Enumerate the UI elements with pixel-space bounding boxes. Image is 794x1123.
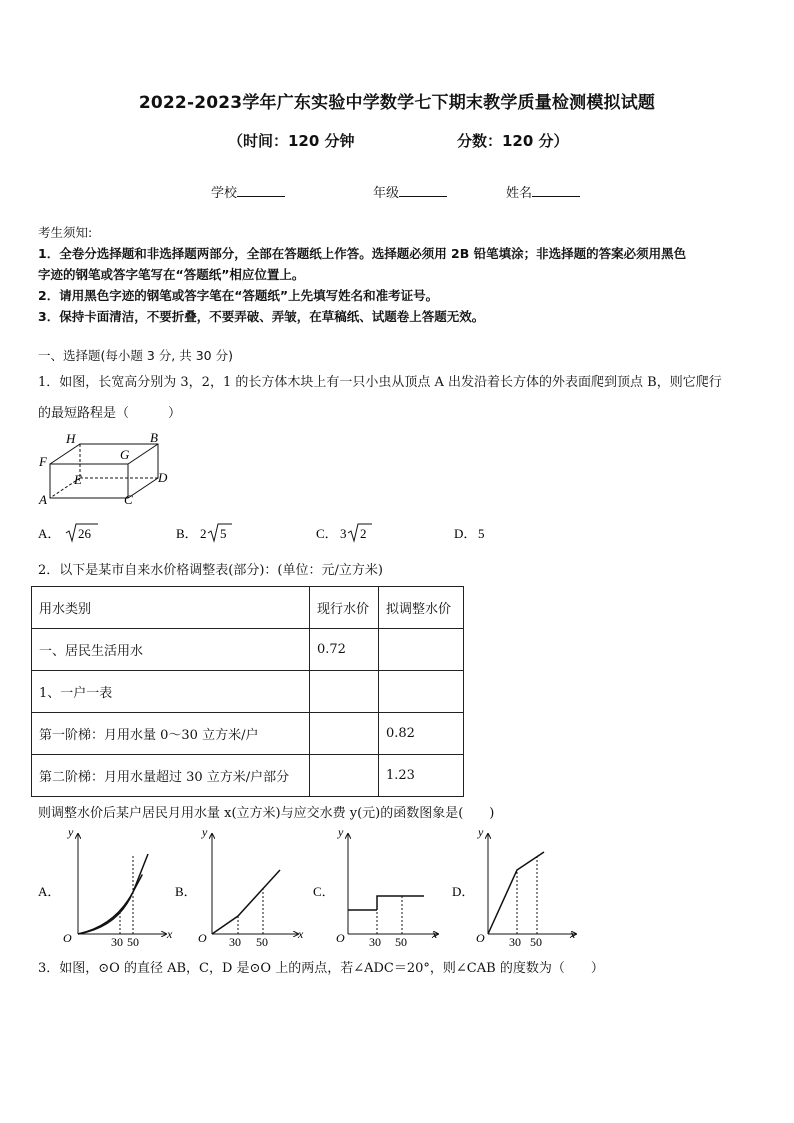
water-price-table — [31, 586, 464, 797]
graph-b[interactable] — [175, 826, 304, 949]
school-label: 学校 — [211, 186, 238, 201]
q1-options — [36, 520, 596, 546]
option-d-letter[interactable]: D． — [454, 526, 477, 541]
cuboid-figure — [36, 428, 176, 510]
table-cell: 1、一户一表 — [32, 671, 310, 713]
table-cell: 一、居民生活用水 — [32, 629, 310, 671]
table-cell: 0.72 — [310, 629, 379, 671]
label-E: E — [74, 472, 82, 487]
option-a-radicand: 26 — [78, 526, 91, 541]
grade-blank[interactable] — [399, 184, 447, 197]
school-field — [211, 182, 285, 201]
x-axis-label: x — [432, 927, 438, 941]
table-cell: 1.23 — [379, 755, 464, 797]
table-cell — [310, 755, 379, 797]
table-cell: 第二阶梯：月用水量超过 30 立方米/户部分 — [32, 755, 310, 797]
tick-30: 30 — [369, 935, 381, 949]
option-b-radicand: 5 — [220, 526, 227, 541]
table-cell — [310, 713, 379, 755]
table-cell — [379, 629, 464, 671]
notice-item-2: 2．请用黑色字迹的钢笔或答字笔在“答题纸”上先填写姓名和准考证号。 — [38, 288, 439, 303]
origin-label: O — [336, 931, 345, 945]
table-cell — [379, 671, 464, 713]
option-c-radicand: 2 — [360, 526, 367, 541]
graph-a-letter: A． — [38, 884, 61, 899]
q1-text-line1: 1．如图，长宽高分别为 3，2，1 的长方体木块上有一只小虫从顶点 A 出发沿着长方体的外表面爬到顶点 B，则它爬行 — [38, 375, 722, 390]
name-blank[interactable] — [532, 184, 580, 197]
label-H: H — [66, 431, 76, 446]
grade-field — [373, 182, 447, 201]
table-header-row — [32, 587, 464, 629]
label-B: B — [150, 430, 158, 445]
q1-text-line2: 的最短路程是（ ） — [38, 406, 182, 421]
x-axis-label: x — [167, 927, 173, 941]
origin-label: O — [63, 931, 72, 945]
label-F: F — [39, 454, 47, 469]
q2-graphs — [30, 826, 590, 952]
table-header-cell: 用水类别 — [32, 587, 310, 629]
table-header-cell: 拟调整水价 — [379, 587, 464, 629]
section-heading: 一、选择题(每小题 3 分, 共 30 分) — [38, 348, 233, 363]
q3-text: 3．如图，⊙O 的直径 AB，C，D 是⊙O 上的两点，若∠ADC＝20°，则∠CAB 的度数为（ ） — [38, 961, 604, 976]
y-axis-label: y — [68, 826, 74, 839]
graph-b-letter: B． — [175, 884, 197, 899]
option-d-value: 5 — [478, 526, 485, 541]
option-a-letter[interactable]: A． — [38, 526, 61, 541]
q2-follow-text: 则调整水价后某户居民月用水量 x(立方米)与应交水费 y(元)的函数图象是( ) — [38, 806, 495, 821]
tick-50: 50 — [256, 935, 268, 949]
option-c-coef: 3 — [340, 526, 347, 541]
notice-item-3: 3．保持卡面清洁，不要折叠，不要弄破、弄皱，在草稿纸、试题卷上答题无效。 — [38, 309, 485, 324]
graph-c-letter: C． — [313, 884, 335, 899]
table-cell: 第一阶梯：月用水量 0～30 立方米/户 — [32, 713, 310, 755]
graph-d-letter: D． — [452, 884, 475, 899]
option-b-coef: 2 — [200, 526, 207, 541]
label-G: G — [120, 447, 130, 462]
exam-score: 分数：120 分） — [457, 132, 569, 150]
origin-label: O — [476, 931, 485, 945]
label-D: D — [158, 470, 168, 485]
tick-30: 30 — [229, 935, 241, 949]
table-row — [32, 671, 464, 713]
tick-50: 50 — [395, 935, 407, 949]
label-C: C — [124, 492, 133, 507]
tick-30: 30 — [509, 935, 521, 949]
grade-label: 年级 — [373, 186, 400, 201]
tick-30: 30 — [111, 935, 123, 949]
y-axis-label: y — [202, 826, 208, 839]
notice-item-1: 1．全卷分选择题和非选择题两部分，全部在答题纸上作答。选择题必须用 2B 铅笔填涂；非选择题的答案必须用黑色 — [38, 246, 687, 261]
table-cell — [310, 671, 379, 713]
q2-text: 2．以下是某市自来水价格调整表(部分)：(单位：元/立方米) — [38, 563, 383, 578]
x-axis-label: x — [298, 927, 304, 941]
origin-label: O — [198, 931, 207, 945]
table-header-cell: 现行水价 — [310, 587, 379, 629]
name-label: 姓名 — [506, 186, 533, 201]
name-field — [506, 182, 580, 201]
y-axis-label: y — [338, 826, 344, 839]
option-c-letter[interactable]: C． — [316, 526, 338, 541]
table-cell: 0.82 — [379, 713, 464, 755]
table-row — [32, 713, 464, 755]
notice-block — [38, 222, 758, 327]
tick-50: 50 — [530, 935, 542, 949]
table-row — [32, 755, 464, 797]
graph-a[interactable] — [38, 826, 173, 949]
table-row — [32, 629, 464, 671]
notice-heading: 考生须知: — [38, 225, 93, 240]
graph-d[interactable] — [452, 826, 576, 949]
notice-item-1-cont: 字迹的钢笔或答字笔写在“答题纸”相应位置上。 — [38, 267, 305, 282]
exam-title: 2022-2023学年广东实验中学数学七下期末教学质量检测模拟试题 — [138, 93, 656, 113]
x-axis-label: x — [570, 927, 576, 941]
graph-c[interactable] — [313, 826, 438, 949]
y-axis-label: y — [478, 826, 484, 839]
label-A: A — [39, 492, 47, 507]
option-b-letter[interactable]: B． — [176, 526, 198, 541]
exam-time: （时间：120 分钟 — [228, 132, 355, 150]
school-blank[interactable] — [237, 184, 285, 197]
tick-50: 50 — [127, 935, 139, 949]
